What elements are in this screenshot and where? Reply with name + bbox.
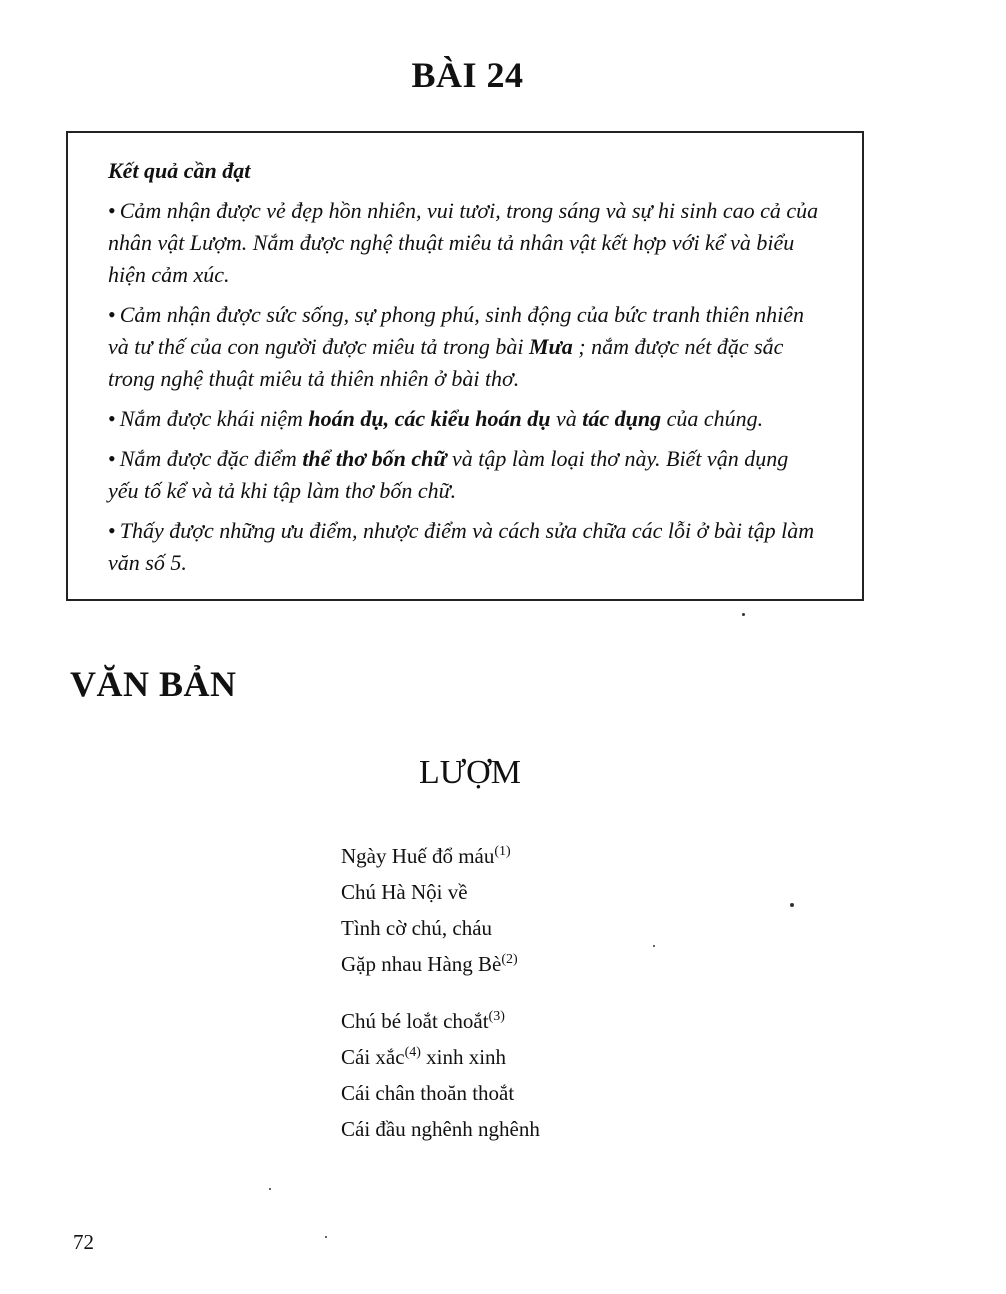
poem-line xyxy=(341,910,518,946)
poem-line-text: xinh xinh xyxy=(420,1045,507,1069)
learning-goals-box xyxy=(66,131,864,601)
scan-speck xyxy=(742,613,745,616)
goal-item xyxy=(108,443,824,507)
scan-speck xyxy=(325,1236,327,1238)
poem-line-text: Ngày Huế đổ máu xyxy=(341,844,495,868)
poem-line xyxy=(341,1003,540,1039)
goal-emphasis: Mưa xyxy=(529,334,573,359)
poem-stanza-1 xyxy=(341,838,518,982)
goals-list xyxy=(108,195,824,579)
bullet-icon: • xyxy=(108,518,116,543)
page-number: 72 xyxy=(73,1230,94,1254)
goal-text: Thấy được những ưu điểm, nhược điểm và cách sửa chữa các lỗi ở bài tập làm văn số 5. xyxy=(108,518,815,575)
goal-emphasis: thể thơ bốn chữ xyxy=(302,446,447,471)
goal-text: Cảm nhận được vẻ đẹp hồn nhiên, vui tươi, trong sáng và sự hi sinh cao cả của nhân vật Lượm. Nắm được nghệ thuật miêu tả nhân vật kết hợp với kể và biểu hiện cảm xúc. xyxy=(108,198,819,287)
goal-item xyxy=(108,515,824,579)
goal-emphasis: hoán dụ, các kiểu hoán dụ xyxy=(308,406,551,431)
poem-line xyxy=(341,1039,540,1075)
scan-speck xyxy=(653,945,655,947)
bullet-icon: • xyxy=(108,446,116,471)
goal-text: ; nắm được nét đặc sắc trong nghệ thuật miêu tả thiên nhiên ở bài thơ. xyxy=(108,334,784,391)
poem-line xyxy=(341,874,518,910)
poem-line-text: Gặp nhau Hàng Bè xyxy=(341,952,502,976)
footnote-marker: (4) xyxy=(404,1045,421,1060)
section-title: VĂN BẢN xyxy=(70,664,237,704)
footnote-marker: (1) xyxy=(494,844,511,859)
goal-item xyxy=(108,403,824,435)
scan-speck xyxy=(269,1188,271,1190)
poem-line-text: Chú Hà Nội về xyxy=(341,880,468,904)
poem-line-text: Cái đầu nghênh nghênh xyxy=(341,1117,540,1141)
lesson-title: BÀI 24 xyxy=(411,55,524,95)
poem-title: LƯỢM xyxy=(419,754,521,791)
poem-stanza-2 xyxy=(341,1003,540,1147)
poem-line xyxy=(341,946,518,982)
goal-text: Nắm được khái niệm xyxy=(119,406,309,431)
poem-line xyxy=(341,1075,540,1111)
footnote-marker: (2) xyxy=(501,952,518,967)
scan-speck xyxy=(790,903,794,907)
goal-emphasis: tác dụng xyxy=(582,406,662,431)
goal-text: Cảm nhận được sức sống, sự phong phú, sinh động của bức tranh thiên nhiên và tư thế của con người được miêu tả trong bài xyxy=(108,302,804,359)
poem-line-text: Cái xắc xyxy=(341,1045,405,1069)
bullet-icon: • xyxy=(108,406,116,431)
poem-line-text: Chú bé loắt choắt xyxy=(341,1009,489,1033)
bullet-icon: • xyxy=(108,302,116,327)
goal-item xyxy=(108,299,824,395)
bullet-icon: • xyxy=(108,198,116,223)
goal-item xyxy=(108,195,824,291)
poem-line xyxy=(341,838,518,874)
poem-line xyxy=(341,1111,540,1147)
goal-text: và tập làm loại thơ này. Biết vận dụng yếu tố kể và tả khi tập làm thơ bốn chữ. xyxy=(108,446,789,503)
goal-text: của chúng. xyxy=(661,406,764,431)
poem-line-text: Cái chân thoăn thoắt xyxy=(341,1081,515,1105)
goals-heading: Kết quả cần đạt xyxy=(108,158,251,183)
footnote-marker: (3) xyxy=(488,1009,505,1024)
goal-text: và xyxy=(550,406,583,431)
poem-line-text: Tình cờ chú, cháu xyxy=(341,916,493,940)
goal-text: Nắm được đặc điểm xyxy=(119,446,303,471)
